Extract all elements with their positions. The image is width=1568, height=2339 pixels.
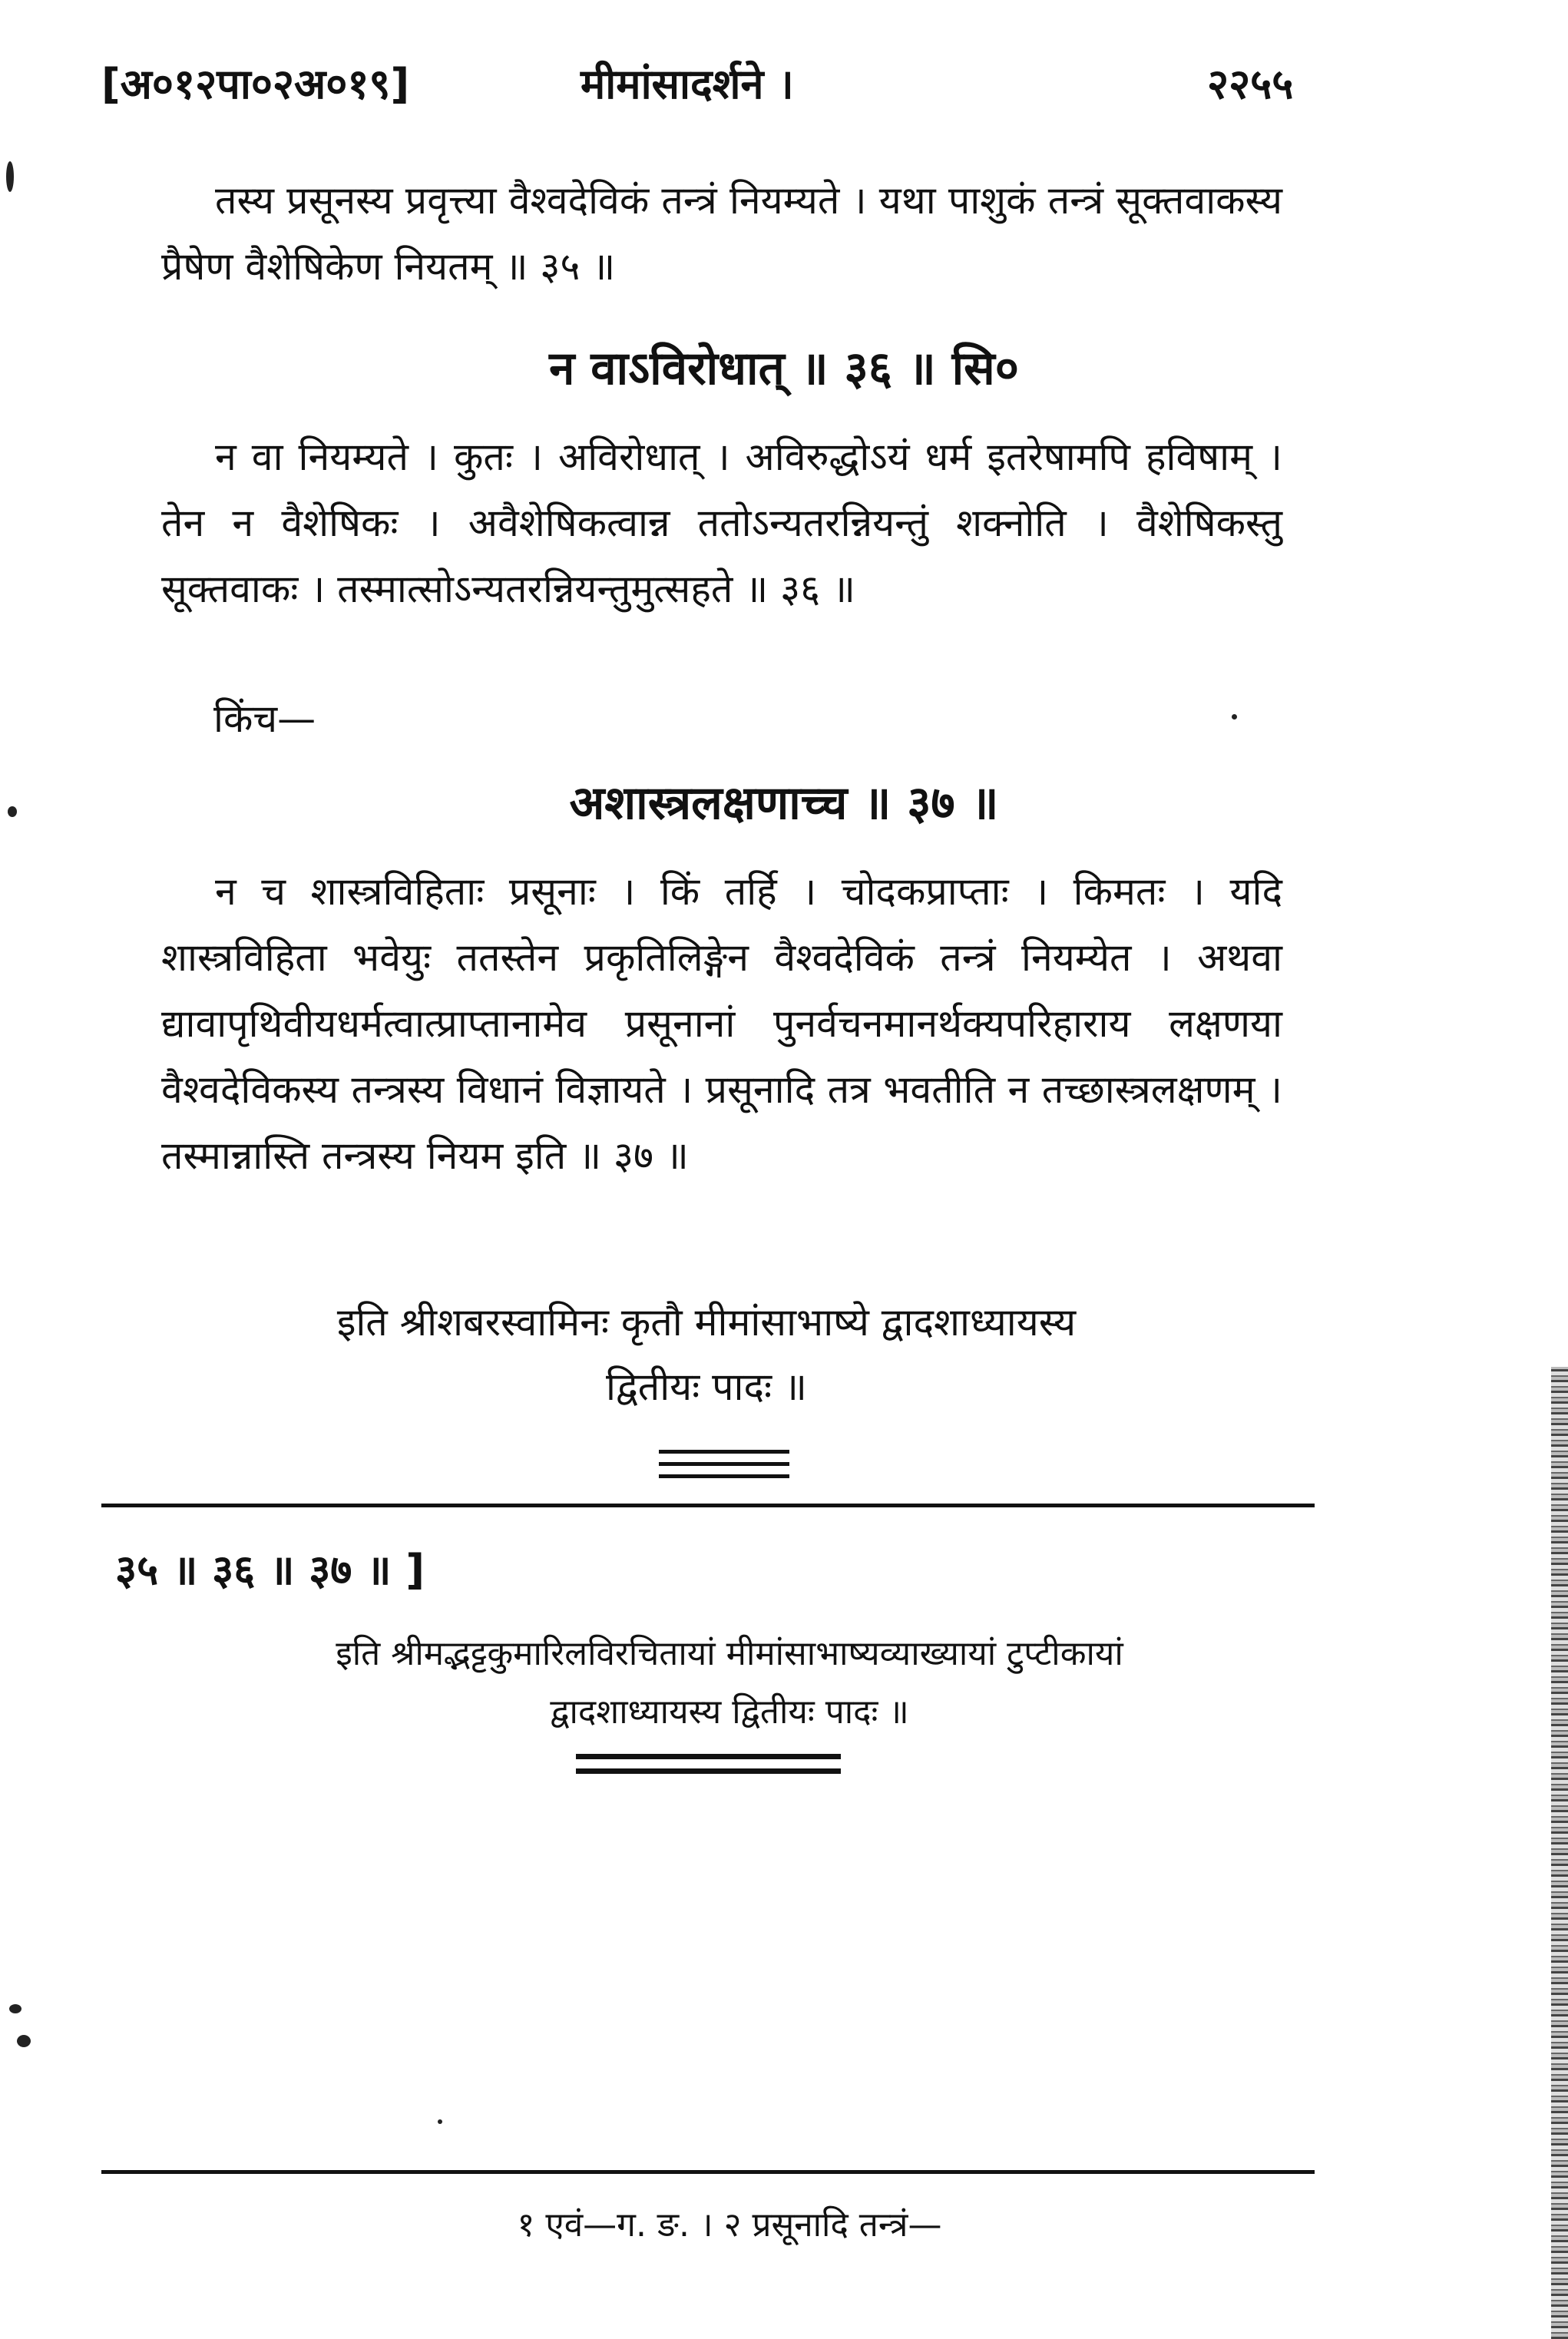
sutra-36-heading: न वाऽविरोधात् ॥ ३६ ॥ सि० <box>549 342 1019 395</box>
paragraph-text: न वा नियम्यते । कुतः । अविरोधात् । अविरुद्धोऽयं धर्म इतरेषामपि हविषाम् । तेन न वैशेषिकः । अवैशेषिकत्वान्न ततोऽन्यतरन्नियन्तुं शक्नोति । वैशेषिकस्तु सूक्तवाकः । तस्मात्सोऽन्यतरन्नियन्तुमुत्सहते ॥ ३६ ॥ <box>161 435 1282 611</box>
kinca-connector: किंच— <box>213 696 316 741</box>
footnote: १ एवं—ग. ङ. । २ प्रसूनादि तन्त्रं— <box>517 2205 942 2245</box>
tika-colophon-line-1: इति श्रीमद्भट्टकुमारिलविरचितायां मीमांसाभाष्यव्याख्यायां टुप्टीकायां <box>336 1634 1123 1673</box>
scan-edge-noise <box>1551 1367 1568 2339</box>
commentary-paragraph-35 <box>161 167 1282 299</box>
scan-speck <box>17 2035 31 2047</box>
commentary-paragraph-36 <box>161 424 1282 622</box>
scan-speck <box>6 161 14 192</box>
bhashya-colophon <box>0 1290 1413 1419</box>
paragraph-text: तस्य प्रसूनस्य प्रवृत्त्या वैश्वदेविकं तन्त्रं नियम्यते । यथा पाशुकं तन्त्रं सूक्तवाकस्य प्रैषेण वैशेषिकेण नियतम् ॥ ३५ ॥ <box>161 178 1282 289</box>
paragraph-text: न च शास्त्रविहिताः प्रसूनाः । किं तर्हि । चोदकप्राप्ताः । किमतः । यदि शास्त्रविहिता भवेयुः ततस्तेन प्रकृतिलिङ्गेन वैश्वदेविकं तन्त्रं नियम्येत । अथवा द्यावापृथिवीयधर्मत्वात्प्राप्तानामेव प्रसूनानां पुनर्वचनमानर्थक्यपरिहाराय लक्षणया वैश्वदेविकस्य तन्त्रस्य विधानं विज्ञायते । प्रसूनादि तत्र भवतीति न तच्छास्त्रलक्षणम् । तस्मान्नास्ति तन्त्रस्य नियम इति ॥ ३७ ॥ <box>161 869 1282 1178</box>
tika-colophon <box>0 1625 1459 1742</box>
sutra-reference-line: ३५ ॥ ३६ ॥ ३७ ॥ ] <box>115 1546 425 1594</box>
section-separator-line <box>101 1504 1315 1507</box>
divider-mark <box>659 1474 789 1478</box>
commentary-paragraph-37 <box>161 859 1282 1189</box>
divider-mark <box>659 1450 789 1454</box>
scan-speck <box>8 806 17 817</box>
divider-mark <box>659 1462 789 1466</box>
colophon-line-2: द्वितीयः पादः ॥ <box>606 1365 807 1409</box>
chapter-reference: [अ०१२पा०२अ०१९] <box>101 60 410 108</box>
colophon-line-1: इति श्रीशबरस्वामिनः कृतौ मीमांसाभाष्ये द्वादशाध्यायस्य <box>336 1300 1077 1345</box>
running-title: मीमांसादर्शने । <box>581 60 794 108</box>
page-number: २२५५ <box>1207 60 1294 108</box>
tika-colophon-line-2: द्वादशाध्यायस्य द्वितीयः पादः ॥ <box>550 1692 909 1732</box>
sutra-37-heading: अशास्त्रलक्षणाच्च ॥ ३७ ॥ <box>569 776 999 830</box>
scan-speck <box>438 2119 442 2124</box>
closing-double-rule <box>576 1754 841 1774</box>
scan-speck <box>1232 714 1237 720</box>
scan-speck <box>9 2004 22 2013</box>
footnote-separator-line <box>101 2170 1315 2174</box>
